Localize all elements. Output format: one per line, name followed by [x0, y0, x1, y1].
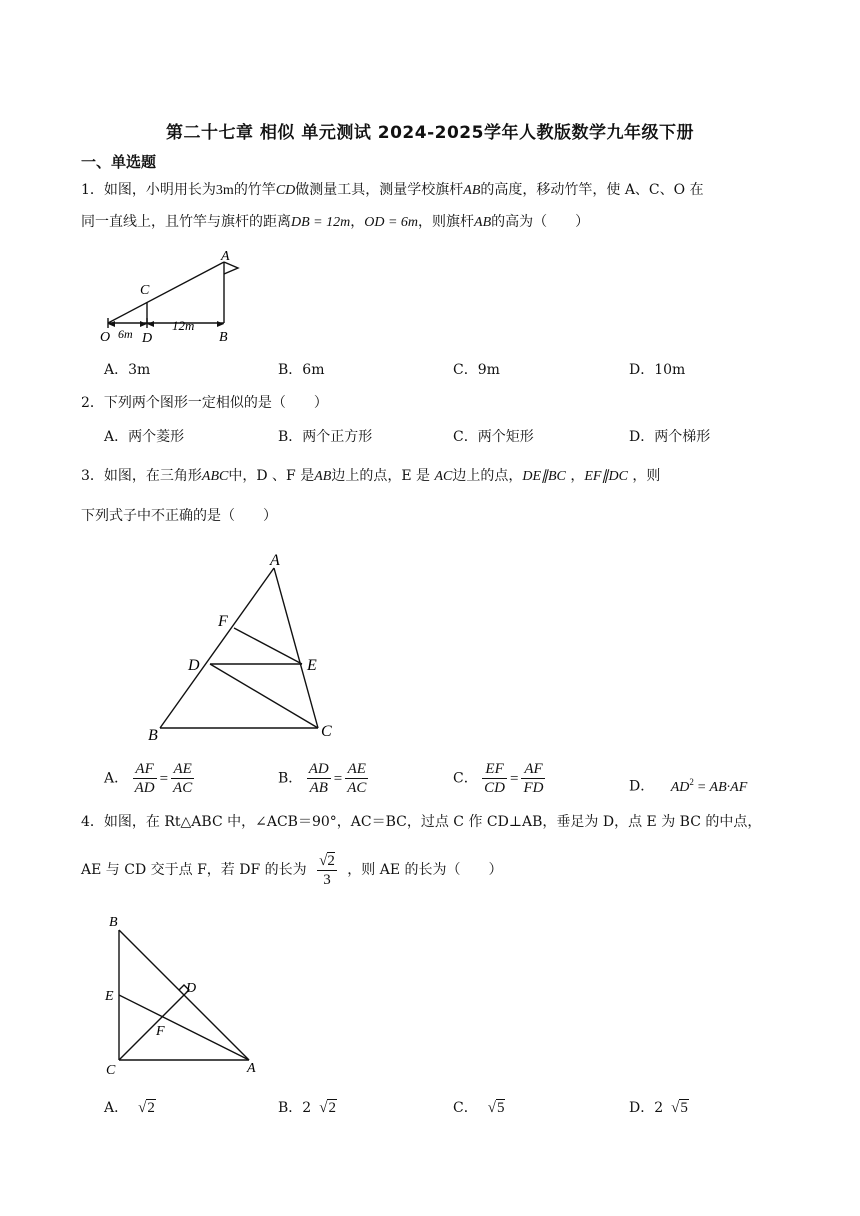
q4-label-A: A [247, 1061, 256, 1076]
q4-option-c[interactable] [453, 1098, 505, 1118]
q2-option-b[interactable]: B．两个正方形 [278, 429, 373, 445]
q4-figure [100, 910, 270, 1080]
fraction: $\frac{EF}{CD}$ [484, 761, 506, 796]
q3-text: 边上的点，E 是 [331, 468, 430, 484]
q3-label-A: A [270, 552, 280, 569]
q1-value: DB = 12m [291, 215, 351, 230]
q1-arrow [217, 321, 224, 327]
q3-condition: DE∥BC [522, 469, 566, 484]
q1-arrow [140, 321, 147, 327]
q3-text: 中，D 、F 是 [228, 468, 315, 484]
radical: √2 [138, 1100, 155, 1116]
expr-rhs: = AB·AF [696, 779, 748, 795]
q3-text: ，则 [632, 468, 661, 484]
fraction: $\frac{AE}{AC}$ [173, 761, 193, 796]
q3-stem-line1 [81, 466, 660, 487]
q4-label-F: F [156, 1024, 165, 1039]
q3-label-B: B [148, 727, 158, 744]
q1-segment: AB [474, 215, 492, 230]
option-label: A． [104, 1100, 129, 1116]
fraction: $\frac{AF}{FD}$ [523, 761, 544, 796]
q4-text: ，则 AE 的长为（ ） [347, 862, 503, 878]
q1-length-OD: 6m [118, 327, 133, 341]
q4-option-a[interactable] [104, 1098, 156, 1118]
q1-arrow [147, 321, 154, 327]
q1-option-a[interactable]: A．3m [104, 362, 151, 378]
section-heading: 一、单选题 [81, 153, 157, 171]
q3-segment: AC [434, 469, 453, 484]
expr-exponent: 2 [689, 777, 694, 787]
q3-stem-line2: 下列式子中不正确的是（ ） [81, 508, 277, 524]
q3-condition: EF∥DC [584, 469, 628, 484]
q1-length-DB: 12m [172, 318, 195, 333]
q4-stem-line2 [81, 850, 503, 890]
q3-text: ， [570, 468, 585, 484]
q1-label-D: D [142, 331, 153, 346]
q1-stem-line1 [81, 180, 704, 201]
q1-text: 的竹竿 [233, 182, 276, 198]
option-label: D． [629, 778, 655, 795]
q3-text: 3．如图，在三角形 [81, 468, 202, 484]
q1-text: 做测量工具，测量学校旗杆 [295, 182, 464, 198]
page-title: 第二十七章 相似 单元测试 2024-2025学年人教版数学九年级下册 [166, 123, 694, 143]
q4-segment-EA [119, 995, 249, 1060]
q1-figure [98, 244, 248, 348]
q1-text: 的高为（ ） [491, 214, 590, 230]
q2-option-a[interactable]: A．两个菱形 [104, 429, 185, 445]
q3-figure [140, 548, 350, 746]
option-label: B． [278, 770, 303, 787]
q1-segment: AB [463, 183, 481, 198]
q4-label-C: C [106, 1063, 116, 1078]
q4-segment-CD [119, 995, 184, 1060]
q1-text: 同一直线上，且竹竿与旗杆的距离 [81, 214, 291, 230]
q4-option-b[interactable] [278, 1098, 337, 1118]
q3-text: 边上的点， [452, 468, 523, 484]
q4-label-D: D [186, 981, 197, 996]
q3-side-AB [160, 568, 274, 728]
radical: √5 [671, 1100, 688, 1116]
q1-segment: CD [275, 183, 296, 198]
q3-segment: AB [314, 469, 332, 484]
q4-text: AE 与 CD 交于点 F，若 DF 的长为 [81, 862, 307, 878]
q3-triangle: ABC [201, 469, 229, 484]
q3-option-d[interactable] [629, 772, 747, 798]
q1-label-B: B [219, 330, 228, 345]
option-label: C． [453, 1100, 478, 1116]
q1-text: 1．如图，小明用长为 [81, 182, 216, 198]
q3-segment-DC [210, 664, 318, 728]
q3-side-AC [274, 568, 318, 728]
q1-option-b[interactable]: B．6m [278, 362, 325, 378]
q1-label-A: A [221, 249, 230, 264]
fraction: $\frac{AF}{AD}$ [134, 761, 155, 796]
q3-option-a[interactable]: A． $\frac{AF}{AD}$ = $\frac{AE}{AC}$ [104, 761, 193, 796]
radical: √2 [319, 1100, 336, 1116]
q4-label-B: B [109, 915, 118, 930]
q1-value: 3m [215, 183, 234, 198]
q3-label-E: E [307, 657, 317, 674]
q4-fraction: $\frac{√2}{3}$ [319, 852, 335, 888]
q2-option-d[interactable]: D．两个梯形 [629, 429, 711, 445]
q3-label-F: F [218, 613, 228, 630]
q2-stem: 2．下列两个图形一定相似的是（ ） [81, 395, 328, 411]
q1-value: OD = 6m [364, 215, 419, 230]
q3-label-C: C [321, 723, 332, 740]
q3-label-D: D [188, 657, 200, 674]
option-label: B．2 [278, 1100, 312, 1116]
q1-line-OA [108, 262, 224, 323]
option-label: A． [104, 770, 129, 787]
fraction: $\frac{AE}{AC}$ [347, 761, 367, 796]
option-label: C． [453, 770, 478, 787]
q1-text: ，则旗杆 [418, 214, 475, 230]
q2-option-c[interactable]: C．两个矩形 [453, 429, 534, 445]
q4-option-d[interactable] [629, 1098, 689, 1118]
option-label: D．2 [629, 1100, 664, 1116]
fraction: $\frac{AD}{AB}$ [308, 761, 329, 796]
q3-option-c[interactable]: C． $\frac{EF}{CD}$ = $\frac{AF}{FD}$ [453, 761, 544, 796]
q1-label-O: O [100, 330, 111, 345]
q1-label-C: C [140, 283, 150, 298]
q1-option-d[interactable]: D．10m [629, 362, 686, 378]
q4-label-E: E [105, 989, 114, 1004]
q4-stem-line1: 4．如图，在 Rt△ABC 中，∠ACB＝90°，AC＝BC，过点 C 作 CD⊥AB，垂足为 D，点 E 为 BC 的中点， [81, 814, 762, 830]
q3-option-b[interactable]: B． $\frac{AD}{AB}$ = $\frac{AE}{AC}$ [278, 761, 367, 796]
radical: √5 [487, 1100, 505, 1116]
q1-text: 的高度，移动竹竿，使 A、C、O 在 [480, 182, 704, 198]
q1-stem-line2 [81, 212, 589, 233]
expr-lhs: AD [670, 779, 690, 795]
q1-text: ， [350, 214, 365, 230]
q1-option-c[interactable]: C．9m [453, 362, 500, 378]
